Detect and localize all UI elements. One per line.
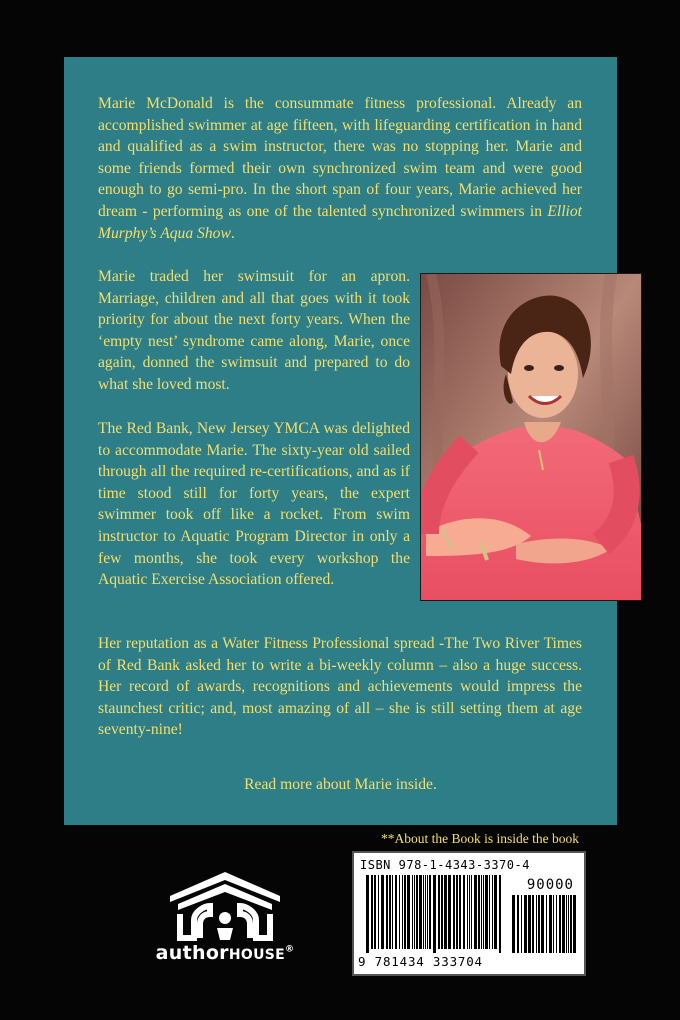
barcode-bar: [427, 875, 428, 949]
barcode-bar: [512, 895, 515, 953]
publisher-logo: [150, 868, 300, 968]
barcode-bar: [481, 875, 482, 949]
isbn-barcode: [352, 851, 586, 976]
barcode-bar: [553, 895, 554, 953]
about-book-note: **About the Book is inside the book: [381, 831, 579, 846]
bio-paragraph-1: Marie McDonald is the consummate fitness professional. Already an accomplished swimmer at age fifteen, with lifeguarding certification in hand and qualified as a swim instructor, there was no stopping her. Marie and some friends formed their own synchronized swim team and were good enough to go semi-pro. In the short span of four years, Marie achieved her dream - performing as one of the talented synchronized swimmers in Elliot Murphy’s Aqua Show.: [98, 95, 582, 242]
barcode-bar: [469, 875, 470, 949]
barcode-bar: [492, 875, 493, 949]
barcode-bar: [429, 875, 431, 949]
barcode-bar: [499, 875, 501, 953]
barcode-bar: [570, 895, 572, 953]
barcode-bar: [389, 875, 391, 949]
barcode-bar: [371, 875, 373, 949]
barcode-bar: [524, 895, 527, 953]
barcode-bar: [378, 875, 379, 949]
barcode-bar: [404, 875, 406, 949]
isbn-label: ISBN 978-1-4343-3370-4: [360, 858, 530, 872]
barcode-bar: [448, 875, 451, 949]
barcode-bar: [374, 875, 376, 949]
barcode-bar: [463, 875, 465, 949]
barcode-bar: [414, 875, 415, 949]
barcode-bar: [566, 895, 567, 953]
barcode-bar: [485, 875, 488, 949]
barcode-bar: [381, 875, 384, 949]
barcode-bar: [562, 895, 565, 953]
barcode-bar: [559, 895, 561, 953]
bio-paragraph-2: Marie traded her swimsuit for an apron. Marriage, children and all that goes with it took priority for about the next forty years. When the ‘empty nest’ syndrome came along, Marie, once again, donned the swimsuit and prepared to do what she loved most.: [98, 268, 410, 393]
barcode-bar: [549, 895, 552, 953]
barcode-bar: [419, 875, 422, 949]
read-more-line: Read more about Marie inside.: [244, 776, 437, 793]
barcode-bar: [386, 875, 388, 949]
barcode-bar: [392, 875, 393, 949]
barcode-bar: [438, 875, 440, 949]
barcode-bar: [489, 875, 490, 949]
barcode-bar: [433, 875, 436, 953]
barcode-bar: [467, 875, 468, 949]
barcode-bar: [416, 875, 418, 949]
barcode-bar: [444, 875, 447, 949]
barcode-bar: [395, 875, 397, 949]
house-arch-logo-icon: [150, 868, 300, 942]
barcode-bar: [366, 875, 369, 953]
bio-paragraph-3: The Red Bank, New Jersey YMCA was delighted to accommodate Marie. The sixty-year old sailed through all the required re-certifications, and as if time stood still for forty years, the expert swimmer took off like a rocket. From swim instructor to Aquatic Program Director in only a few months, she took every workshop the Aquatic Exercise Association offered.: [98, 420, 410, 589]
barcode-bar: [423, 875, 424, 949]
barcode-bar: [521, 895, 522, 953]
barcode-bar: [453, 875, 455, 949]
show-title: Elliot Murphy’s Aqua Show: [98, 202, 582, 242]
barcode-bar: [425, 875, 426, 949]
barcode-bar: [478, 875, 480, 949]
barcode-bar: [456, 875, 458, 949]
barcode-bar: [541, 895, 544, 953]
barcode-bar: [556, 895, 557, 953]
barcode-bar: [399, 875, 400, 949]
bio-paragraph-4: Her reputation as a Water Fitness Professional spread -The Two River Times of Red Bank asked her to write a bi-weekly column – also a huge success. Her record of awards, recognitions and achievements would impress the staunchest critic; and, most amazing of all – she is still setting them at age seventy-nine!: [98, 635, 582, 739]
barcode-bar: [494, 875, 497, 949]
barcode-bar: [568, 895, 569, 953]
barcode-bar: [538, 895, 540, 953]
barcode-bar: [536, 895, 537, 953]
barcode-bar: [573, 895, 576, 953]
barcode-bar: [528, 895, 531, 953]
barcode-bar: [474, 875, 477, 949]
barcode-bar: [407, 875, 410, 949]
ean-digits: 9 781434 333704: [358, 954, 483, 969]
barcode-bar: [471, 875, 472, 949]
barcode-bar: [402, 875, 403, 949]
barcode-bar: [441, 875, 443, 949]
publisher-name: authorHOUSE®: [155, 942, 295, 964]
barcode-bar: [546, 895, 547, 953]
barcode-bar: [412, 875, 413, 949]
barcode-bar: [483, 875, 484, 949]
author-portrait: [420, 273, 642, 601]
barcode-bar: [532, 895, 534, 953]
barcode-bar: [459, 875, 461, 949]
barcode-bar: [517, 895, 519, 953]
price-code: 90000: [526, 877, 574, 893]
